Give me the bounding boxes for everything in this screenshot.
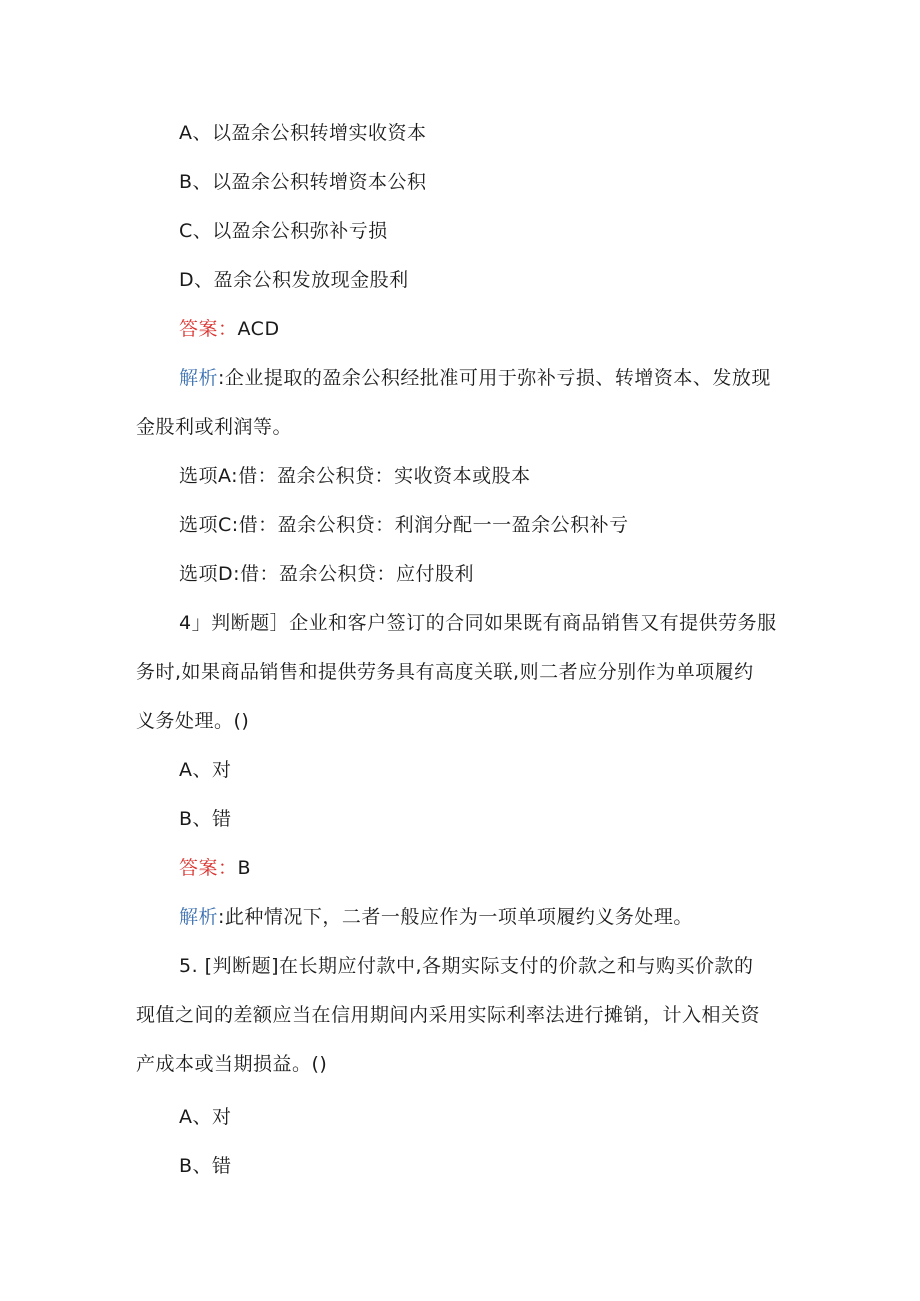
q4-option-a: A、对 <box>179 759 232 781</box>
answer-label: 答案： <box>179 857 238 879</box>
analysis-text: :此种情况下，二者一般应作为一项单项履约义务处理。 <box>218 906 693 928</box>
analysis-text: :企业提取的盈余公积经批准可用于弥补亏损、转增资本、发放现 <box>218 367 771 389</box>
q3-entry-a: 选项A:借：盈余公积贷：实收资本或股本 <box>179 465 531 487</box>
q4-stem-line2: 务时,如果商品销售和提供劳务具有高度关联,则二者应分别作为单项履约 <box>136 661 754 683</box>
q5-stem-line1: 5. [判断题]在长期应付款中,各期实际支付的价款之和与购买价款的 <box>179 955 754 977</box>
q3-answer <box>179 317 789 341</box>
answer-value: B <box>237 857 252 879</box>
q4-stem-line3: 义务处理。() <box>136 710 250 732</box>
answer-label: 答案： <box>179 318 238 340</box>
q3-analysis-line1 <box>179 366 789 390</box>
q4-stem-line1: 4」判断题］企业和客户签订的合同如果既有商品销售又有提供劳务服 <box>179 612 777 634</box>
analysis-label: 解析 <box>179 906 219 928</box>
q5-stem-line2: 现值之间的差额应当在信用期间内采用实际利率法进行摊销，计入相关资 <box>136 1004 761 1026</box>
q3-option-a: A、以盈余公积转增实收资本 <box>179 122 427 144</box>
q3-entry-d: 选项D:借：盈余公积贷：应付股利 <box>179 563 475 585</box>
q3-option-b: B、以盈余公积转增资本公积 <box>179 171 427 193</box>
q3-analysis-line2: 金股利或利润等。 <box>136 416 293 438</box>
q4-option-b: B、错 <box>179 808 232 830</box>
q3-option-d: D、盈余公积发放现金股利 <box>179 269 409 291</box>
q3-entry-c: 选项C:借：盈余公积贷：利润分配一一盈余公积补亏 <box>179 514 629 536</box>
q4-answer <box>179 856 789 880</box>
analysis-label: 解析 <box>179 367 219 389</box>
q3-option-c: C、以盈余公积弥补亏损 <box>179 220 388 242</box>
q5-stem-line3: 产成本或当期损益。() <box>136 1053 328 1075</box>
q5-option-a: A、对 <box>179 1106 232 1128</box>
q4-analysis <box>179 905 789 929</box>
q5-option-b: B、错 <box>179 1155 232 1177</box>
answer-value: ACD <box>237 318 280 340</box>
